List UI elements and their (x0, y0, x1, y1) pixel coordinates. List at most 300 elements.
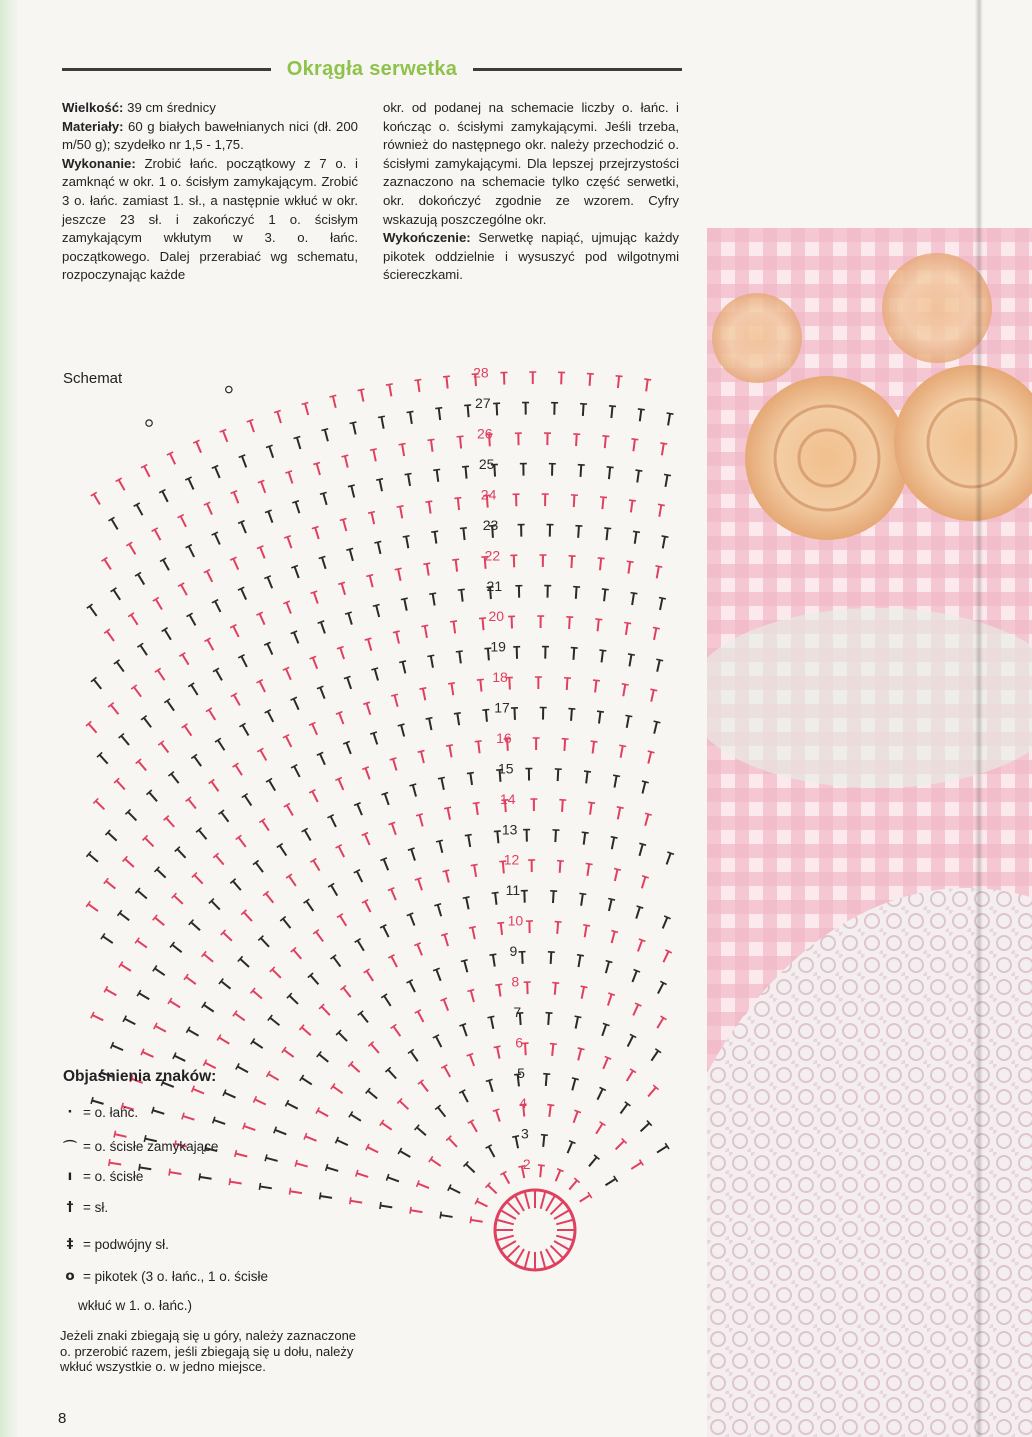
stitch-mark (589, 1157, 597, 1166)
stitch-mark (373, 450, 375, 462)
stitch-mark (635, 532, 637, 544)
stitch-mark (654, 628, 656, 640)
stitch-mark (302, 1078, 312, 1085)
stitch-mark (289, 876, 296, 886)
stitch-mark (540, 1165, 541, 1177)
stitch-mark (421, 1082, 428, 1091)
stitch-bar (463, 897, 470, 898)
stitch-bar (440, 1212, 441, 1219)
schemat-label: Schemat (63, 370, 123, 387)
stitch-mark (433, 594, 435, 606)
stitch-bar (285, 471, 292, 473)
stitch-bar (294, 436, 301, 438)
legend-item-picot-cont (78, 1298, 192, 1313)
stitch-bar (363, 702, 370, 704)
stitch-mark (599, 712, 601, 724)
stitch-mark (207, 640, 213, 650)
stitch-mark (125, 1019, 136, 1024)
stitch-mark (306, 901, 313, 911)
stitch-mark (224, 1093, 235, 1098)
stitch-bar (639, 939, 646, 941)
stitch-mark (381, 417, 383, 429)
stitch-mark (618, 808, 620, 820)
stitch-mark (269, 780, 275, 790)
stitch-bar (418, 751, 425, 753)
chain-symbol-icon: · (67, 1104, 73, 1120)
stitch-mark (572, 1079, 575, 1091)
stitch-mark (268, 511, 272, 522)
stitch-mark (194, 875, 202, 884)
stitch-bar (389, 822, 396, 824)
execution-paragraph (62, 155, 358, 285)
stitch-mark (456, 560, 457, 572)
stitch-mark (457, 713, 459, 725)
stitch-mark (272, 969, 281, 977)
stitch-mark (497, 1047, 499, 1059)
stitch-mark (223, 933, 232, 941)
stitch-bar (403, 536, 410, 537)
stitch-mark (200, 1177, 212, 1179)
picot-mark (146, 420, 152, 426)
stitch-mark (268, 1074, 278, 1080)
stitch-mark (296, 502, 300, 513)
stitch-mark (614, 776, 616, 788)
round-number-label: 26 (476, 425, 493, 442)
stitch-mark (552, 1044, 553, 1056)
stitch-bar (381, 792, 388, 794)
legend-item-slip-stitch (63, 1136, 218, 1156)
stitch-mark (509, 678, 510, 690)
stitch-bar (609, 406, 616, 407)
stitch-mark (270, 1018, 279, 1026)
stitch-mark (339, 779, 344, 790)
stitch-bar (213, 1117, 215, 1124)
stitch-mark (495, 893, 496, 905)
legend-item-treble (63, 1236, 169, 1252)
stitch-bar (370, 732, 377, 734)
stitch-mark (410, 914, 414, 925)
stitch-mark (657, 1146, 667, 1152)
stitch-mark (305, 830, 311, 840)
stitch-mark (555, 983, 556, 995)
stitch-bar (467, 773, 474, 774)
stitch-mark (137, 505, 143, 516)
stitch-mark (320, 687, 324, 698)
stitch-bar (456, 651, 463, 652)
stitch-bar (660, 443, 667, 444)
stitch-bar (393, 631, 400, 633)
stitch-bar (378, 416, 385, 417)
stitch-mark (461, 590, 462, 602)
stitch-mark (189, 546, 194, 557)
center-stitch (496, 1220, 513, 1225)
stitch-mark (586, 772, 587, 784)
stitch-bar (619, 745, 626, 746)
stitch-mark (567, 678, 568, 690)
execution-text: Zrobić łańc. początkowy z 7 o. i zamknąć w okr. 1 o. ścisłym zamykającym. Zrobić 3 o. łańc. zamiast 1. sł., a następnie wkłuć w okr. jeszcze 23 sł. i zakończyć 1 o. ścisłym zamykającym wkłutym w 3. o. łańc. początkowego. Dalej przerabiać wg schematu, rozpoczynając każde (62, 155, 358, 283)
stitch-bar (408, 848, 415, 850)
stitch-mark (465, 467, 466, 479)
stitch-bar (633, 531, 640, 532)
stitch-mark (580, 1195, 590, 1201)
stitch-bar (464, 405, 471, 406)
stitch-bar (631, 593, 638, 594)
round-number-label: 28 (473, 364, 489, 381)
execution-continued-text: okr. od podanej na schemacie liczby o. łańc. i kończąc o. ścisłymi zamykającymi. Jeśli trzeba, również do następnego okr. należy przechodzić o. ścisłymi zamykającymi. Dla lepszej przejrzystości zaznaczono na schemacie tylko część serwetki, okr. dokończyć zgodnie ze wzorem. Cyfry wskazują poszczególne okr. (383, 100, 679, 227)
stitch-mark (221, 981, 230, 988)
stitch-mark (583, 404, 584, 416)
stitch-mark (353, 423, 356, 435)
stitch-mark (339, 713, 343, 724)
stitch-bar (603, 1023, 610, 1025)
stitch-mark (571, 709, 572, 721)
stitch-mark (138, 761, 146, 770)
round-number-label: 19 (490, 638, 506, 655)
stitch-mark (142, 1052, 153, 1057)
stitch-mark (418, 1184, 429, 1188)
article-header (62, 52, 682, 86)
stitch-mark (287, 805, 293, 815)
stitch-bar (284, 536, 291, 538)
stitch-mark (89, 854, 98, 862)
stitch-mark (662, 443, 664, 455)
stitch-mark (358, 941, 364, 951)
stitch-bar (473, 803, 480, 804)
stitch-mark (480, 680, 481, 692)
stitch-bar (442, 870, 449, 872)
stitch-mark (305, 403, 308, 415)
stitch-mark (477, 1201, 488, 1206)
stitch-mark (157, 869, 166, 877)
stitch-mark (153, 1110, 164, 1114)
stitch-mark (464, 961, 467, 973)
stitch-bar (595, 619, 602, 620)
stitch-mark (211, 782, 218, 792)
stitch-mark (651, 1051, 658, 1061)
stitch-mark (266, 1158, 278, 1161)
stitch-mark (121, 736, 129, 745)
stitch-bar (608, 993, 615, 995)
stitch-mark (233, 881, 241, 890)
stitch-mark (268, 711, 273, 722)
stitch-mark (170, 453, 175, 464)
stitch-bar (467, 990, 474, 992)
stitch-mark (441, 1215, 453, 1217)
stitch-mark (593, 742, 594, 754)
stitch-mark (562, 800, 563, 812)
stitch-bar (591, 741, 598, 742)
stitch-mark (191, 685, 197, 695)
stitch-bar (265, 510, 272, 512)
stitch-bar (443, 376, 450, 377)
stitch-mark (553, 891, 554, 903)
round-number-label: 8 (511, 973, 520, 990)
stitch-mark (632, 971, 636, 982)
stitch-bar (607, 467, 614, 468)
stitch-mark (458, 498, 459, 510)
stitch-mark (260, 1186, 272, 1188)
stitch-bar (91, 1097, 93, 1104)
instructions-right-column (383, 99, 679, 285)
stitch-bar (390, 758, 397, 760)
stitch-bar (494, 1046, 501, 1047)
stitch-mark (174, 896, 183, 904)
stitch-mark (503, 1173, 509, 1183)
round-number-label: 7 (513, 1003, 522, 1020)
stitch-mark (340, 916, 346, 926)
stitch-mark (632, 593, 634, 605)
stitch-mark (331, 816, 336, 827)
stitch-mark (181, 585, 187, 596)
stitch-mark (437, 470, 439, 482)
stitch-bar (426, 718, 433, 719)
execution-continued-paragraph (383, 99, 679, 229)
stitch-mark (236, 765, 242, 775)
stitch-mark (193, 1089, 204, 1094)
stitch-mark (633, 439, 635, 451)
stitch-mark (468, 405, 469, 417)
stitch-bar (574, 1110, 581, 1112)
stitch-mark (618, 376, 619, 388)
stitch-mark (214, 1120, 225, 1124)
stitch-bar (401, 598, 408, 599)
round-number-label: 27 (475, 395, 491, 412)
stitch-mark (654, 722, 657, 734)
stitch-bar (653, 627, 660, 628)
stitch-mark (596, 1124, 602, 1134)
stitch-mark (476, 803, 478, 815)
stitch-mark (389, 384, 391, 396)
stitch-mark (131, 615, 138, 625)
stitch-bar (452, 559, 459, 560)
stitch-mark (627, 1071, 633, 1081)
stitch-mark (374, 733, 378, 744)
center-stitch (496, 1236, 513, 1241)
stitch-mark (400, 506, 402, 518)
center-stitch (500, 1241, 516, 1250)
stitch-mark (269, 446, 273, 457)
stitch-bar (152, 1107, 154, 1114)
stitch-mark (522, 952, 523, 964)
stitch-mark (494, 465, 495, 477)
stitch-mark (488, 648, 489, 660)
stitch-mark (121, 964, 131, 970)
stitch-mark (129, 544, 135, 554)
stitch-bar (374, 541, 381, 543)
stitch-bar (397, 506, 404, 507)
stitch-bar (494, 831, 501, 832)
stitch-bar (346, 548, 353, 550)
round-number-label: 16 (496, 729, 512, 746)
stitch-mark (260, 614, 265, 625)
stitch-bar (429, 593, 436, 594)
stitch-bar (419, 688, 426, 689)
materials-text: 60 g białych bawełnianych nici (dł. 200 m/50 g); szydełko nr 1,5 - 1,75. (62, 118, 358, 153)
stitch-mark (663, 537, 665, 549)
stitch-bar (169, 1169, 170, 1176)
legend-text: wkłuć w 1. o. łańc.) (78, 1298, 193, 1313)
stitch-mark (641, 1123, 650, 1131)
stitch-mark (439, 408, 440, 420)
stitch-bar (584, 771, 591, 772)
stitch-mark (429, 502, 431, 514)
stitch-mark (241, 589, 246, 600)
stitch-bar (444, 807, 451, 808)
stitch-mark (170, 1172, 182, 1174)
stitch-mark (474, 865, 476, 877)
stitch-mark (486, 710, 487, 722)
stitch-bar (654, 721, 661, 723)
stitch-mark (170, 1001, 180, 1007)
round-number-label: 12 (503, 851, 520, 868)
stitch-mark (199, 830, 207, 839)
stitch-bar (586, 863, 593, 864)
stitch-mark (441, 778, 443, 790)
stitch-bar (659, 598, 666, 599)
stitch-mark (174, 1056, 185, 1061)
stitch-mark (581, 894, 583, 906)
stitch-mark (470, 773, 472, 785)
center-stitch (507, 1202, 520, 1215)
stitch-bar (467, 1053, 474, 1055)
stitch-bar (454, 713, 461, 714)
stitch-bar (410, 1207, 411, 1214)
stitch-mark (360, 1013, 368, 1022)
stitch-mark (576, 434, 577, 446)
stitch-bar (465, 835, 472, 836)
stitch-bar (487, 1016, 494, 1017)
stitch-mark (196, 442, 201, 453)
stitch-mark (488, 1185, 497, 1193)
stitch-bar (583, 925, 590, 926)
stitch-mark (239, 837, 246, 847)
stitch-mark (103, 936, 113, 943)
stitch-bar (600, 497, 607, 498)
stitch-bar (457, 436, 464, 437)
stitch-bar (614, 869, 621, 871)
stitch-bar (199, 1173, 200, 1180)
stitch-mark (489, 1080, 493, 1091)
stitch-mark (346, 743, 350, 754)
stitch-mark (89, 724, 97, 733)
stitch-mark (366, 768, 370, 779)
stitch-mark (438, 1107, 445, 1116)
stitch-bar (259, 1183, 260, 1190)
stitch-bar (454, 498, 461, 499)
stitch-bar (436, 840, 443, 842)
stitch-mark (194, 756, 201, 766)
stitch-mark (188, 1030, 198, 1036)
stitch-bar (243, 1123, 245, 1130)
stitch-bar (611, 837, 618, 838)
stitch-mark (585, 925, 587, 937)
stitch-mark (590, 803, 592, 815)
legend-note: Jeżeli znaki zbiegają się u góry, należy zaznaczone o. przerobić razem, jeśli zbiegają się u dołu, należy wkłuć wszystkie o. w jedno miejsce. (60, 1328, 357, 1374)
stitch-mark (236, 1154, 248, 1157)
stitch-mark (375, 669, 378, 681)
round-number-label: 18 (492, 669, 508, 686)
stitch-mark (451, 683, 453, 695)
round-number-label: 20 (488, 608, 505, 625)
stitch-mark (162, 491, 167, 502)
stitch-bar (656, 659, 663, 660)
stitch-mark (402, 444, 404, 456)
stitch-bar (340, 519, 347, 521)
stitch-mark (319, 1054, 328, 1062)
page-number: 8 (58, 1410, 67, 1427)
stitch-mark (107, 631, 114, 641)
stitch-mark (114, 590, 121, 600)
stitch-mark (482, 618, 483, 630)
legend-text: = o. ścisłe (83, 1168, 144, 1184)
stitch-bar (611, 931, 618, 933)
stitch-mark (623, 684, 625, 696)
stitch-bar (642, 876, 649, 878)
stitch-mark (608, 994, 612, 1005)
stitch-mark (186, 977, 196, 984)
stitch-mark (209, 710, 215, 720)
stitch-bar (435, 408, 442, 409)
stitch-bar (493, 1109, 500, 1111)
stitch-mark (642, 782, 645, 794)
stitch-bar (425, 501, 432, 502)
stitch-bar (602, 436, 609, 437)
stitch-mark (94, 680, 102, 689)
stitch-mark (665, 475, 667, 487)
stitch-bar (639, 843, 646, 845)
round-number-label: 11 (505, 882, 521, 899)
stitch-mark (242, 725, 248, 735)
stitch-mark (289, 996, 298, 1004)
stitch-mark (284, 1050, 294, 1057)
stitch-mark (471, 1220, 483, 1222)
stitch-mark (446, 871, 449, 883)
stitch-bar (338, 582, 345, 584)
stitch-mark (140, 645, 147, 655)
stitch-mark (471, 1122, 477, 1132)
center-stitch (541, 1191, 546, 1208)
stitch-mark (177, 849, 185, 858)
stitch-mark (626, 623, 628, 635)
stitch-mark (351, 486, 354, 498)
round-number-label: 3 (521, 1125, 529, 1142)
stitch-mark (612, 931, 615, 943)
stitch-mark (266, 893, 273, 902)
stitch-mark (166, 818, 174, 827)
stitch-bar (311, 591, 318, 593)
stitch-bar (399, 661, 406, 663)
stitch-mark (667, 853, 671, 864)
stitch-mark (322, 1007, 330, 1016)
doily-photo (707, 228, 1032, 1437)
stitch-bar (348, 485, 355, 487)
stitch-bar (321, 429, 328, 431)
stitch-mark (388, 1070, 396, 1079)
stitch-mark (478, 741, 479, 753)
round-number-label: 21 (486, 577, 503, 594)
stitch-bar (313, 463, 320, 465)
stitch-mark (449, 1188, 460, 1193)
stitch-mark (371, 1044, 379, 1053)
stitch-mark (112, 519, 118, 529)
stitch-mark (551, 952, 552, 964)
stitch-mark (609, 899, 612, 911)
stitch-mark (639, 844, 642, 856)
stitch-mark (313, 860, 319, 870)
article-title: Okrągła serwetka (286, 57, 458, 80)
stitch-mark (388, 1177, 399, 1181)
stitch-bar (229, 1178, 230, 1185)
